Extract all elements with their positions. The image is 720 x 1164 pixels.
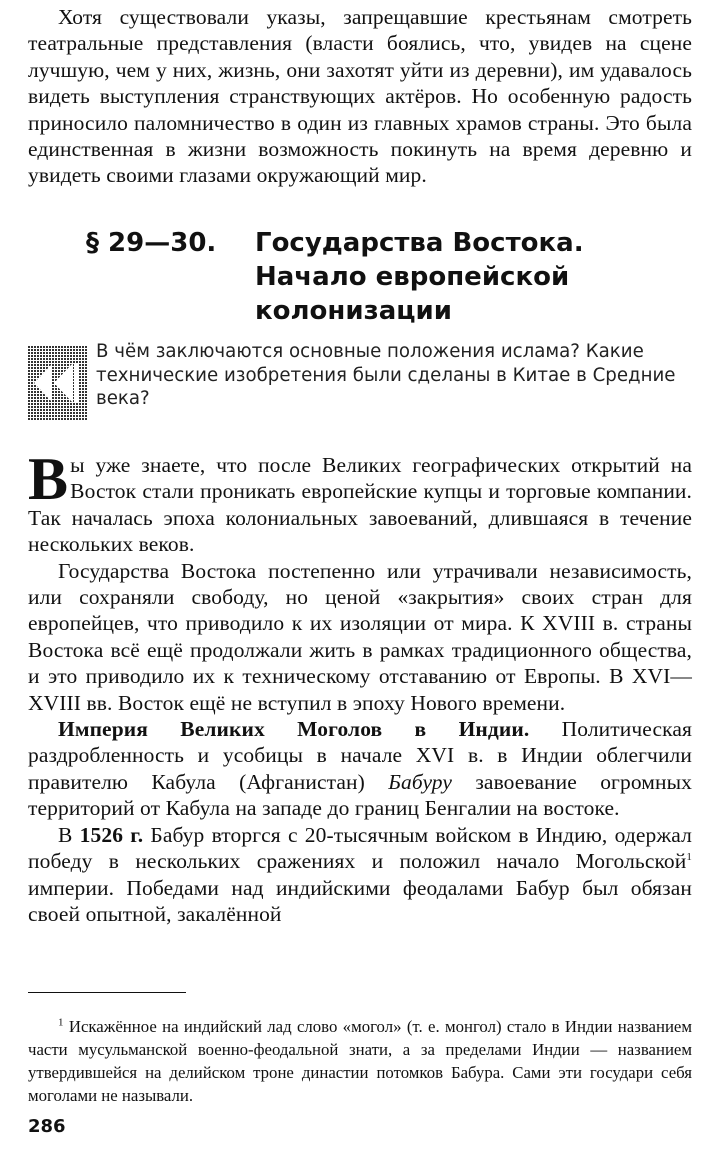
footnote-marker: 1 [58, 1016, 64, 1029]
paragraph-3 [28, 716, 692, 822]
drop-cap: В [28, 446, 69, 512]
footnote-text: Искажённое на индийский лад слово «могол» (т. е. монгол) стало в Индии названием части мусульманской военно-феодальной знати, а за пределами Индии — названием утвердившейся на делийском троне династии потомков Бабура. Сами эти государи себя моголами не называли. [28, 1016, 692, 1106]
paragraph-4-text-a: В [58, 822, 73, 847]
name-babur: Бабуру [388, 769, 453, 794]
paragraph-1 [28, 446, 692, 558]
footnote-reference[interactable]: 1 [686, 850, 692, 863]
paragraph-4-text-b: Бабур вторгся с 20-тысячным войском в Индию, одержал победу в нескольких сражениях и положил начало Могольской [28, 822, 692, 874]
review-question-block [28, 340, 692, 422]
review-question-text: В чём заключаются основные положения ислама? Какие технические изобретения были сделаны в Китае в Средние века? [96, 341, 676, 409]
paragraph-4 [28, 822, 692, 928]
footnote-divider [28, 992, 186, 993]
subheading-mughal-empire: Империя Великих Моголов в Индии. [58, 717, 530, 742]
paragraph-4-text-c: империи. Победами над индийскими феодалами Бабур был обязан своей опытной, закалённой [28, 875, 692, 926]
page-number: 286 [28, 1116, 66, 1137]
year-1526: 1526 г. [79, 822, 144, 847]
main-text [28, 446, 692, 927]
section-title-line-2: Начало европейской [255, 262, 570, 292]
review-arrows-icon [28, 346, 88, 420]
section-number: § 29—30. [86, 228, 217, 258]
paragraph-3-text-a: Политическая раздробленность и усобицы в начале XVI в. в Индии облегчили правителю Кабула (Афганистан) [28, 717, 692, 794]
paragraph-2: Государства Востока постепенно или утрачивали независимость, или сохраняли свободу, но ценой «закрытия» своих стран для европейцев, что приводило к их изоляции от мира. К XVIII в. страны Востока всё ещё продолжали жить в рамках традиционного общества, и это приводило их к техническому отставанию от Европы. В XVI—XVIII вв. Восток ещё не вступил в эпоху Нового времени. [28, 558, 692, 715]
paragraph-1-text: ы уже знаете, что после Великих географических открытий на Восток стали проникать европейские купцы и торговые компании. Так началась эпоха колониальных завоеваний, длившаяся в течение нескольких веков. [28, 453, 692, 557]
section-title [255, 226, 675, 328]
section-title-line-1: Государства Востока. [255, 228, 584, 258]
section-title-line-3: колонизации [255, 296, 452, 326]
intro-paragraph: Хотя существовали указы, запрещавшие крестьянам смотреть театральные представления (власти боялись, что, увидев на сцене лучшую, чем у них, жизнь, они захотят уйти из деревни), им удавалось видеть выступления странствующих актёров. Но особенную радость приносило паломничество в один из главных храмов страны. Это была единственная в жизни возможность покинуть на время деревню и увидеть своими глазами окружающий мир. [28, 5, 692, 188]
footnote [28, 1015, 692, 1108]
paragraph-3-text-b: завоевание огромных территорий от Кабула на западе до границ Бенгалии на востоке. [28, 769, 692, 821]
